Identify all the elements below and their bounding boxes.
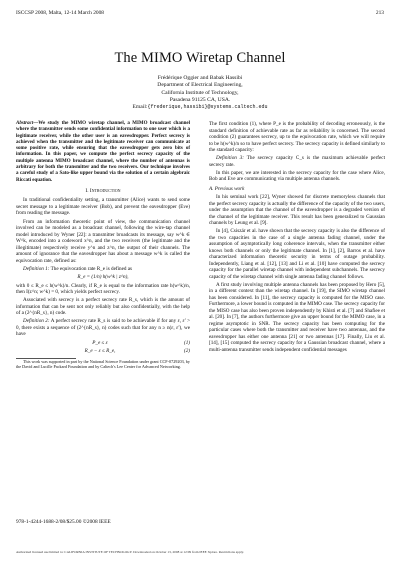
definition-text: The equivocation rate R_e is defined as: [50, 265, 132, 272]
definition-label: Definition 3:: [216, 155, 244, 162]
footnote: This work was supported in part by the National Science Foundation under grant CCF-0729203, by the David and Lucille Packard Foundation and by Caltech's Lee Center for Advanced Networking.: [16, 358, 190, 370]
equation-text: R_e − ε ≤ R_e,: [84, 348, 116, 355]
definition-3: [209, 155, 385, 168]
page-number: 213: [375, 10, 384, 16]
affiliation-line-2: California Institute of Technology,: [161, 89, 239, 96]
paragraph: In [4], Csiszár et al. have shown that the secrecy capacity is also the difference of the two capacities in the case of a single antenna fading channel, under the assumption of asymptotically long coherence intervals, when the transmitter either knows both channels or only the legitimate channel. In [1], [2], Barros et al. have characterized information theoretic security in terms of outage probability. Independently, Liang et al. [12], [13] and Li et al. [10] have computed the secrecy capacity for the parallel wiretap channel with independent subchannels. The secrecy capacity of the wiretap channel with single antenna fading channel follows.: [209, 228, 385, 280]
equation-text: P_e ≤ ε: [92, 339, 108, 346]
author-block: [0, 75, 400, 111]
equation-text: R_e = (1/n) h(w^k | z^n),: [77, 274, 129, 281]
definition-2: [16, 318, 190, 338]
email-label: Email:: [132, 104, 148, 111]
abstract-text: —We study the MIMO wiretap channel, a MIMO broadcast channel where the transmitter sends some confidential information to one user which is a legitimate receiver, while the other user is an eavesdropper. Perfect secrecy is achieved when the transmitter and the legitimate receiver can communicate at some positive rate, while ensuring that the eavesdropper gets zero bits of information. In this paper, we compute the perfect secrecy capacity of the multiple antenna MIMO broadcast channel, where the number of antennas is arbitrary for both the transmitter and the two receivers. Our technique involves a careful study of a Sato-like upper bound via the solution of a certain algebraic Riccati equation.: [16, 121, 190, 183]
conference-label: ISCCSP 2008, Malta, 12-14 March 2008: [16, 10, 104, 16]
definition-label: Definition 1:: [23, 265, 50, 272]
equation-number: (2): [184, 348, 190, 355]
address-line: Pasadena 91125 CA, USA.: [169, 96, 231, 103]
paragraph: with 0 ≤ R_e ≤ h(w^k)/n. Clearly, if R_e is equal to the information rate h(w^k)/n, then I(z^n; w^k) = 0, which yields perfect secrecy.: [16, 282, 190, 296]
definition-1: [16, 266, 190, 273]
abstract-label: Abstract: [16, 121, 34, 126]
equation-number: (1): [184, 339, 190, 346]
page-header: [16, 10, 384, 20]
affiliation-line-1: Department of Electrical Engineering,: [157, 82, 243, 89]
paragraph: In this paper, we are interested in the secrecy capacity for the case where Alice, Bob and Eve are communicating via multiple antenna channels.: [209, 169, 385, 183]
left-column: [16, 121, 190, 371]
subsection-heading-previous-work: A. Previous work: [209, 185, 245, 192]
paragraph: The first condition (1), where P_e is the probability of decoding erroneously, is the standard definition of achievable rate as far as reliability is concerned. The second condition (2) guarantees secrecy, up to the equivocation rate, which we will require to be h(w^k)/n so to have perfect secrecy. The secrecy capacity is defined similarly to the standard capacity:: [209, 121, 385, 153]
definition-label: Definition 2:: [23, 318, 50, 325]
paper-title: The MIMO Wiretap Channel: [114, 50, 286, 66]
isbn-line: 978-1-4244-1688-2/08/$25.00 ©2008 IEEE: [16, 519, 111, 525]
equation-1: [16, 274, 190, 281]
abstract: [16, 121, 190, 184]
equation-2: [16, 340, 190, 347]
right-column: [209, 121, 385, 355]
paragraph: Associated with secrecy is a perfect secrecy rate R_s, which is the amount of information that can be sent not only reliably but also confidentially, with the help of a (2^{nR_s}, n) code.: [16, 297, 190, 317]
paragraph: In his seminal work [22], Wyner showed for discrete memoryless channels that the perfect secrecy capacity is actually the difference of the capacity of the two users, under the assumption that the channel of the eavesdropper is a degraded version of the channel of the legitimate receiver. This result has been generalized to Gaussian channels by Leung et al. [9].: [209, 194, 385, 227]
definition-text: A perfect secrecy rate R_s is said to be achievable if for any ε, ε' > 0, there exists a sequence of (2^{nR_s}, n) codes such that for any n ≥ n(ε, ε'), we have: [16, 318, 190, 338]
paragraph: In traditional confidentiality setting, a transmitter (Alice) wants to send some secret message to a legitimate receiver (Bob), and prevent the eavesdropper (Eve) from reading the message.: [16, 197, 190, 217]
equation-3: [16, 348, 190, 355]
author-names: Frédérique Oggier and Babak Hassibi: [157, 75, 243, 81]
download-notice: Authorized licensed use limited to: CALIFORNIA INSTITUTE OF TECHNOLOGY. Downloaded on October 13, 2008 at 12:09 from IEEE Xplore. Restrictions apply.: [16, 550, 244, 554]
section-heading-introduction: I. Introduction: [85, 187, 121, 194]
paragraph: A first study involving multiple antenna channels has been proposed by Hero [5], in a different context than the wiretap channel. In [19], the SIMO wiretap channel has been considered. In [11], the secrecy capacity is computed for the MISO case. Furthermore, a lower bound is computed in the MIMO case. The secrecy capacity for the MISO case has also been proven independently by Khisti et al. [7] and Shafiee et al. [20]. In [7], the authors furthermore give an upper bound for the MIMO case, in a regime asymptotic in SNR. The secrecy capacity has been computing for the particular cases where both the transmitter and receiver have two antennas, and the eavesdropper has either one antenna [21] or two antennas [17]. Finally, Liu et al. [14], [15] computed the secrecy capacity for a Gaussian broadcast channel, where a multi-antenna transmitter sends independent confidential messages: [209, 281, 385, 353]
definition-text: The secrecy capacity C_s is the maximum achievable perfect secrecy rate.: [209, 155, 385, 168]
email-address: {frederique,hassibi}@systems.caltech.edu: [147, 104, 268, 111]
email-line: [0, 104, 400, 111]
paragraph: From an information theoretic point of view, the communication channel involved can be modeled as a broadcast channel, following the wire-tap channel model introduced by Wyner [22]: a transmitter broadcasts its message, say w^k ∈ W^k, encoded into a codeword x^n, and the two receivers (the legitimate and the illegitimate) respectively receive y^n and z^n, the output of their channels. The amount of ignorance that the eavesdropper has about a message w^k is called the equivocation rate, defined as:: [16, 218, 190, 264]
